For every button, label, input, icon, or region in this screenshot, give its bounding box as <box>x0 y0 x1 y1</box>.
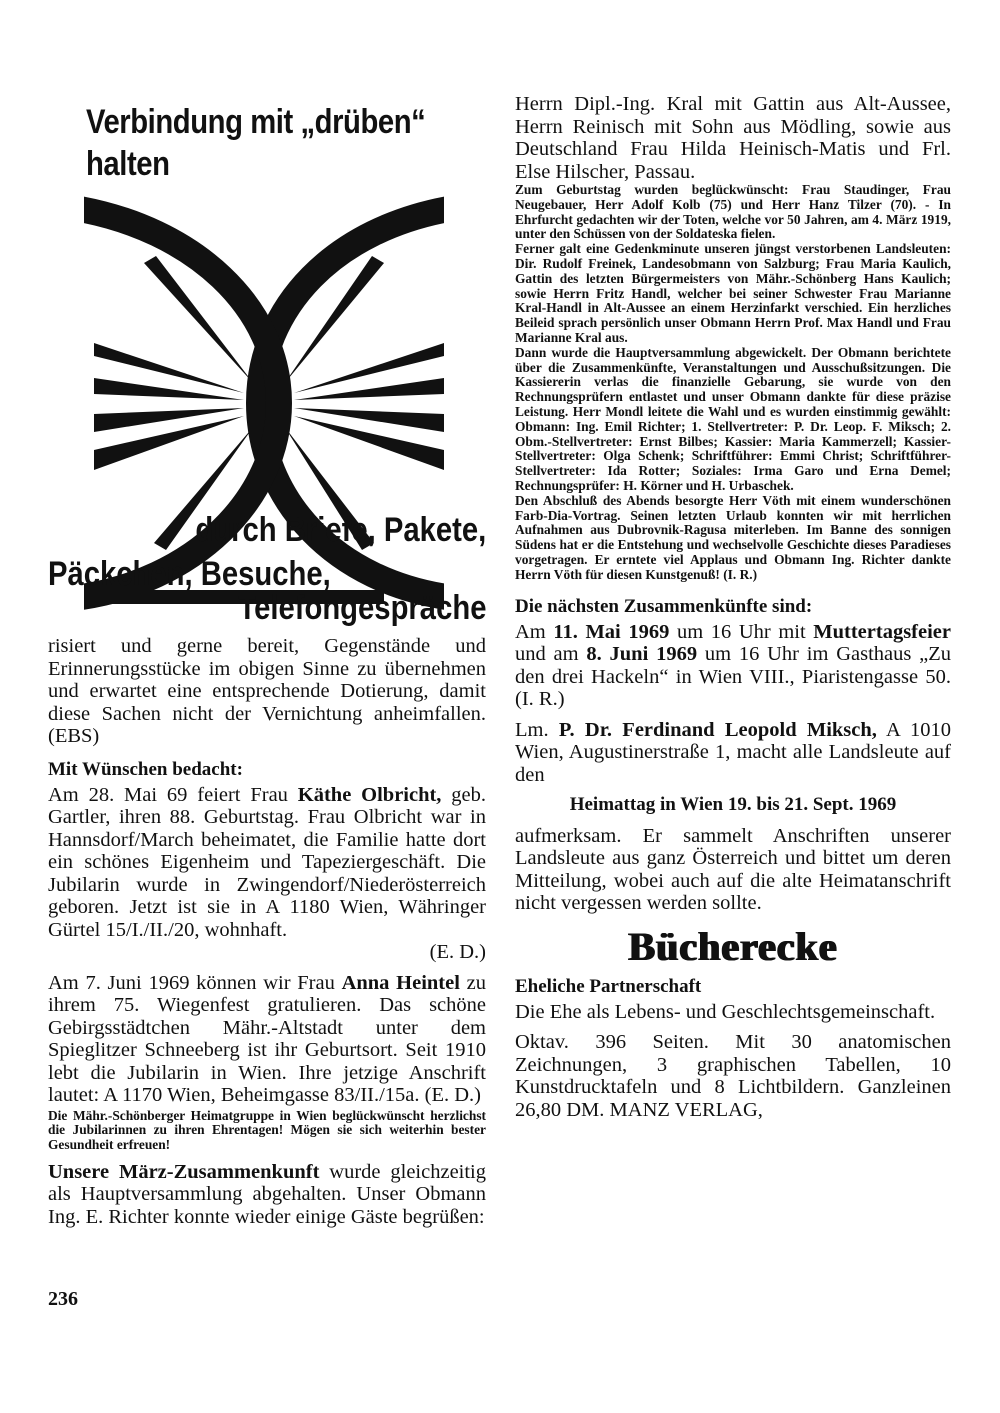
next-meetings-heading: Die nächsten Zusammenkünfte sind: <box>515 595 813 617</box>
attention-paragraph: aufmerksam. Er sammelt Anschriften unserer Landsleute aus ganz Österreich und bittet um deren Mitteilung, wobei auch auf die alte Heimatanschrift nicht vergessen werden sollte. <box>515 824 951 915</box>
olbricht-signature: (E. D.) <box>429 941 486 963</box>
buecherecke-heading: Bücherecke <box>628 923 838 969</box>
miksch-paragraph: Lm. P. Dr. Ferdinand Leopold Miksch, A 1010 Wien, Augustinerstraße 1, macht alle Landsleute auf den <box>515 718 951 786</box>
maerz-title: Unsere März-Zusammenkunft <box>48 1160 320 1183</box>
left-column <box>48 93 486 1228</box>
guests-paragraph: Herrn Dipl.-Ing. Kral mit Gattin aus Alt-Aussee, Herrn Reinisch mit Sohn aus Mödling, sowie aus Deutschland Frau Hilda Heinisch-Matis und Frl. Else Hilscher, Passau. <box>515 93 951 183</box>
memorial-note: Ferner galt eine Gedenkminute unseren jüngst verstorbenen Landsleuten: Dir. Rudolf Freinek, Landesobmann von Salzburg; Frau Maria Kaulich, Gattin des letzten Bürgermeisters von Mähr.-Schönberg Hans Kaulich; sowie Herrn Fritz Handl, welcher bei seiner Schwester Frau Marianne Kral-Handl in Alt-Aussee an einem Herzinfarkt verschied. Ein herzliches Beileid sprach persönlich unser Obmann Herrn Prof. Max Handl und Frau Marianne Kral aus. <box>515 241 951 345</box>
heintel-name: Anna Heintel <box>341 971 460 994</box>
book-title: Eheliche Partnerschaft <box>515 975 702 997</box>
advertisement <box>48 93 486 627</box>
next-meetings-paragraph: Am 11. Mai 1969 um 16 Uhr mit Muttertagsfeier und am 8. Juni 1969 um 16 Uhr im Gasthaus „Zu den drei Hackeln“ in Wien VIII., Piaristengasse 50. (I. R.) <box>515 620 952 711</box>
book-subtitle: Die Ehe als Lebens- und Geschlechtsgemeinschaft. <box>515 1000 936 1023</box>
book-details: Oktav. 396 Seiten. Mit 30 anatomischen Zeichnungen, 3 graphischen Tabellen, 10 Kunstdrucktafeln und 8 Lichtbildern. Ganzleinen 26,80 DM. MANZ VERLAG, <box>515 1031 951 1121</box>
ad-subline-2: Päckchen, Besuche, <box>48 555 331 593</box>
ad-subline-1: durch Briefe, Pakete, <box>195 511 486 549</box>
maerz-paragraph: Unsere März-Zusammenkunft wurde gleichzeitig als Hauptversammlung abgehalten. Unser Obmann Ing. E. Richter konnte wieder einige Gäste begrüßen: <box>48 1160 487 1228</box>
olbricht-paragraph: Am 28. Mai 69 feiert Frau Käthe Olbricht, geb. Gartler, ihren 88. Geburtstag. Frau Olbricht war in Hannsdorf/March beheimatet, die Familie hatte dort ein schönes Eigenheim und Tapeziergeschäft. Die Jubilarin wurde in Zwingendorf/Niederösterreich geboren. Jetzt ist sie in A 1180 Wien, Währinger Gürtel 15/I./II./20, wohnhaft. <box>48 783 487 941</box>
olbricht-name: Käthe Olbricht, <box>297 783 442 806</box>
heintel-paragraph: Am 7. Juni 1969 können wir Frau Anna Heintel zu ihrem 75. Wiegenfest gratulieren. Das schöne Gebirgsstädtchen Mähr.-Altstadt unter dem Spieglitzer Schneeberg ist ihr Geburtsort. Seit 1910 lebt die Jubilarin in Wien. Ihre jetzige Anschrift lautet: A 1170 Wien, Beheimgasse 83/II./15a. (E. D.) <box>48 971 486 1106</box>
right-column <box>515 93 951 1121</box>
connection-graphic <box>84 188 444 613</box>
heimattag-line: Heimattag in Wien 19. bis 21. Sept. 1969 <box>569 794 897 816</box>
ad-title: Verbindung mit „drüben“ halten <box>86 103 426 183</box>
wishes-heading: Mit Wünschen bedacht: <box>48 758 243 780</box>
assembly-note: Dann wurde die Hauptversammlung abgewickelt. Der Obmann berichtete über die Zusammenkünfte, Veranstaltungen und Ausschußsitzungen. Die Kassiererin verlas die finanzielle Gebarung, sie wurde von den Rechnungsprüfern entlastet und unser Obmann dankte für diese präzise Leistung. Herr Mondl leitete die Wahl und es wurden einstimmig gewählt: Obmann: Ing. Emil Richter; 1. Stellvertreter: P. Dr. Leop. F. Miksch; 2. Obm.-Stellvertreter: Ernst Bilbes; Kassier: Maria Kammerzell; Kassier-Stellvertreter: Olga Schenk; Schriftführer: Emmi Christ; Schriftführer-Stellvertreter: Ida Rotter; Soziales: Irma Garo und Erna Demel; Rechnungsprüfer: H. Körner und H. Urbaschek. <box>515 344 951 493</box>
page-number: 236 <box>48 1288 78 1310</box>
intro-paragraph: risiert und gerne bereit, Gegenstände und Erinnerungsstücke im obigen Sinne zu übernehmen und erwartet eine entsprechende Dotierung, damit diese Sachen nicht der Vernichtung anheimfallen. (EBS) <box>48 635 486 747</box>
heimatgruppe-note: Die Mähr.-Schönberger Heimatgruppe in Wien beglückwünscht herzlichst die Jubilarinnen zu ihren Ehrentagen! Mögen sie sich weiterhin bester Gesundheit erfreuen! <box>48 1107 486 1153</box>
slideshow-note: Den Abschluß des Abends besorgte Herr Vöth mit einem wunderschönen Farb-Dia-Vortrag. Seinen letzten Urlaub konnten wir mit herrlichen Aufnahmen aus Dubrovnik-Ragusa miterleben. Im Banne des sonnigen Südens hat er die Entstehung und wechselvolle Geschichte dieses Paradieses vorgetragen. Er erntete viel Applaus und Obmann Ing. Richter dankte Herrn Vöth für diesen Kunstgenuß! (I. R.) <box>515 492 951 582</box>
ad-subline-3: Telefongespräche <box>237 589 486 627</box>
birthday-note: Zum Geburtstag wurden beglückwünscht: Frau Staudinger, Frau Neugebauer, Herr Adolf Kolb (75) und Herr Hanz Tilzer (70). - In Ehrfurcht gedachten wir der Toten, welche vor 50 Jahren, am 4. März 1919, unter den Schüssen von der Soldateska fielen. <box>515 182 951 242</box>
